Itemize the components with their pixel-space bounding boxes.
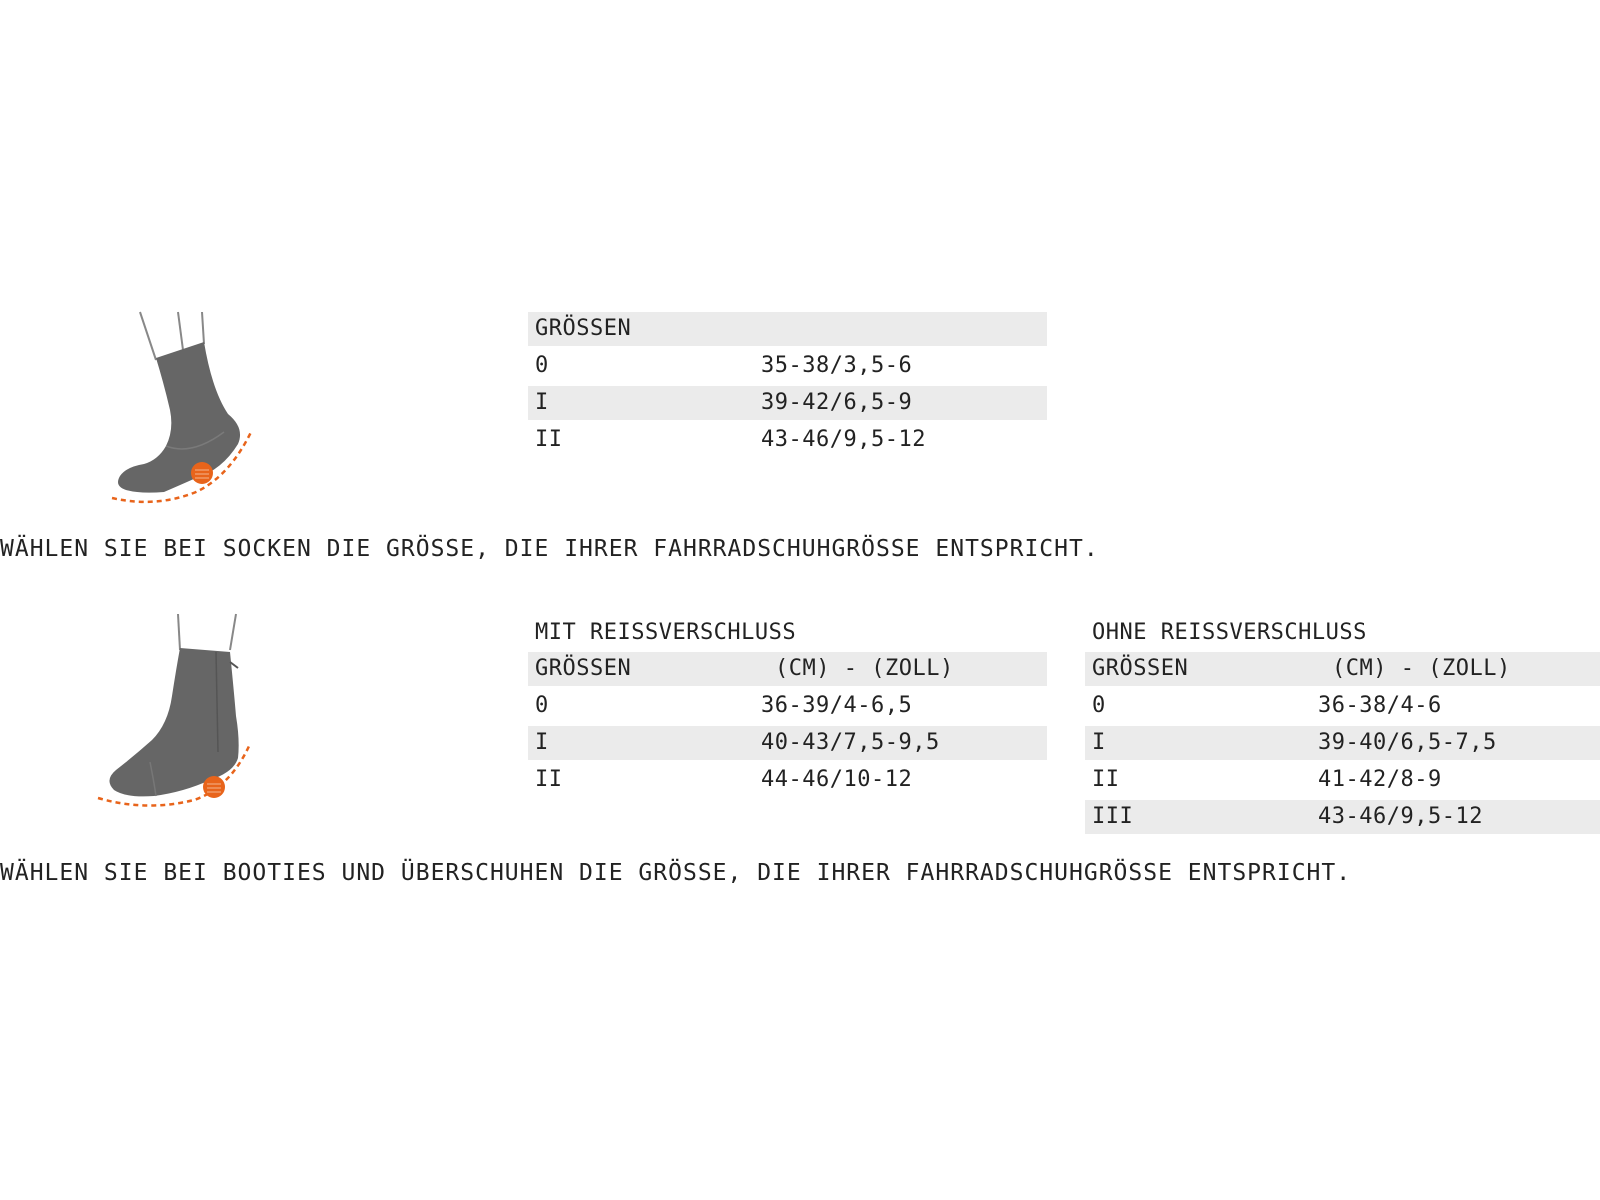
size-cell: 0 bbox=[535, 353, 549, 378]
range-cell: 44-46/10-12 bbox=[761, 767, 913, 792]
table-row bbox=[1085, 726, 1600, 760]
table-row bbox=[1085, 689, 1600, 723]
table-row bbox=[1085, 763, 1600, 797]
nozip-size-table bbox=[1085, 652, 1600, 834]
size-cell: I bbox=[535, 390, 549, 415]
bootie-illustration-icon bbox=[90, 612, 260, 822]
table-row bbox=[528, 689, 1047, 723]
header-size-label: GRÖSSEN bbox=[535, 656, 632, 681]
table-header-row bbox=[528, 312, 1047, 346]
range-cell: 36-38/4-6 bbox=[1318, 693, 1442, 718]
table-row bbox=[1085, 800, 1600, 834]
table-row bbox=[528, 726, 1047, 760]
size-cell: II bbox=[1092, 767, 1120, 792]
table-header-row bbox=[528, 652, 1047, 686]
table-row bbox=[528, 349, 1047, 383]
size-cell: I bbox=[1092, 730, 1106, 755]
range-cell: 40-43/7,5-9,5 bbox=[761, 730, 940, 755]
size-cell: II bbox=[535, 767, 563, 792]
table-row bbox=[528, 423, 1047, 457]
size-cell: III bbox=[1092, 804, 1134, 829]
zip-size-table bbox=[528, 652, 1047, 797]
range-cell: 39-40/6,5-7,5 bbox=[1318, 730, 1497, 755]
table-header-row bbox=[1085, 652, 1600, 686]
nozip-table-title: OHNE REISSVERSCHLUSS bbox=[1092, 620, 1367, 645]
socks-caption: WÄHLEN SIE BEI SOCKEN DIE GRÖSSE, DIE IHRER FAHRRADSCHUHGRÖSSE ENTSPRICHT. bbox=[0, 536, 1099, 562]
booties-caption: WÄHLEN SIE BEI BOOTIES UND ÜBERSCHUHEN DIE GRÖSSE, DIE IHRER FAHRRADSCHUHGRÖSSE ENTSPRICHT. bbox=[0, 860, 1352, 886]
range-cell: 43-46/9,5-12 bbox=[1318, 804, 1483, 829]
size-cell: 0 bbox=[1092, 693, 1106, 718]
table-row bbox=[528, 763, 1047, 797]
sock-illustration-icon bbox=[100, 310, 270, 520]
table-row bbox=[528, 386, 1047, 420]
header-range-label: (CM) - (ZOLL) bbox=[775, 656, 954, 681]
zip-table-title: MIT REISSVERSCHLUSS bbox=[535, 620, 797, 645]
size-cell: II bbox=[535, 427, 563, 452]
header-size-label: GRÖSSEN bbox=[1092, 656, 1189, 681]
range-cell: 41-42/8-9 bbox=[1318, 767, 1442, 792]
range-cell: 43-46/9,5-12 bbox=[761, 427, 926, 452]
range-cell: 39-42/6,5-9 bbox=[761, 390, 913, 415]
socks-size-table bbox=[528, 312, 1047, 457]
size-cell: I bbox=[535, 730, 549, 755]
range-cell: 35-38/3,5-6 bbox=[761, 353, 913, 378]
header-size-label: GRÖSSEN bbox=[535, 316, 632, 341]
size-cell: 0 bbox=[535, 693, 549, 718]
header-range-label: (CM) - (ZOLL) bbox=[1332, 656, 1511, 681]
range-cell: 36-39/4-6,5 bbox=[761, 693, 913, 718]
